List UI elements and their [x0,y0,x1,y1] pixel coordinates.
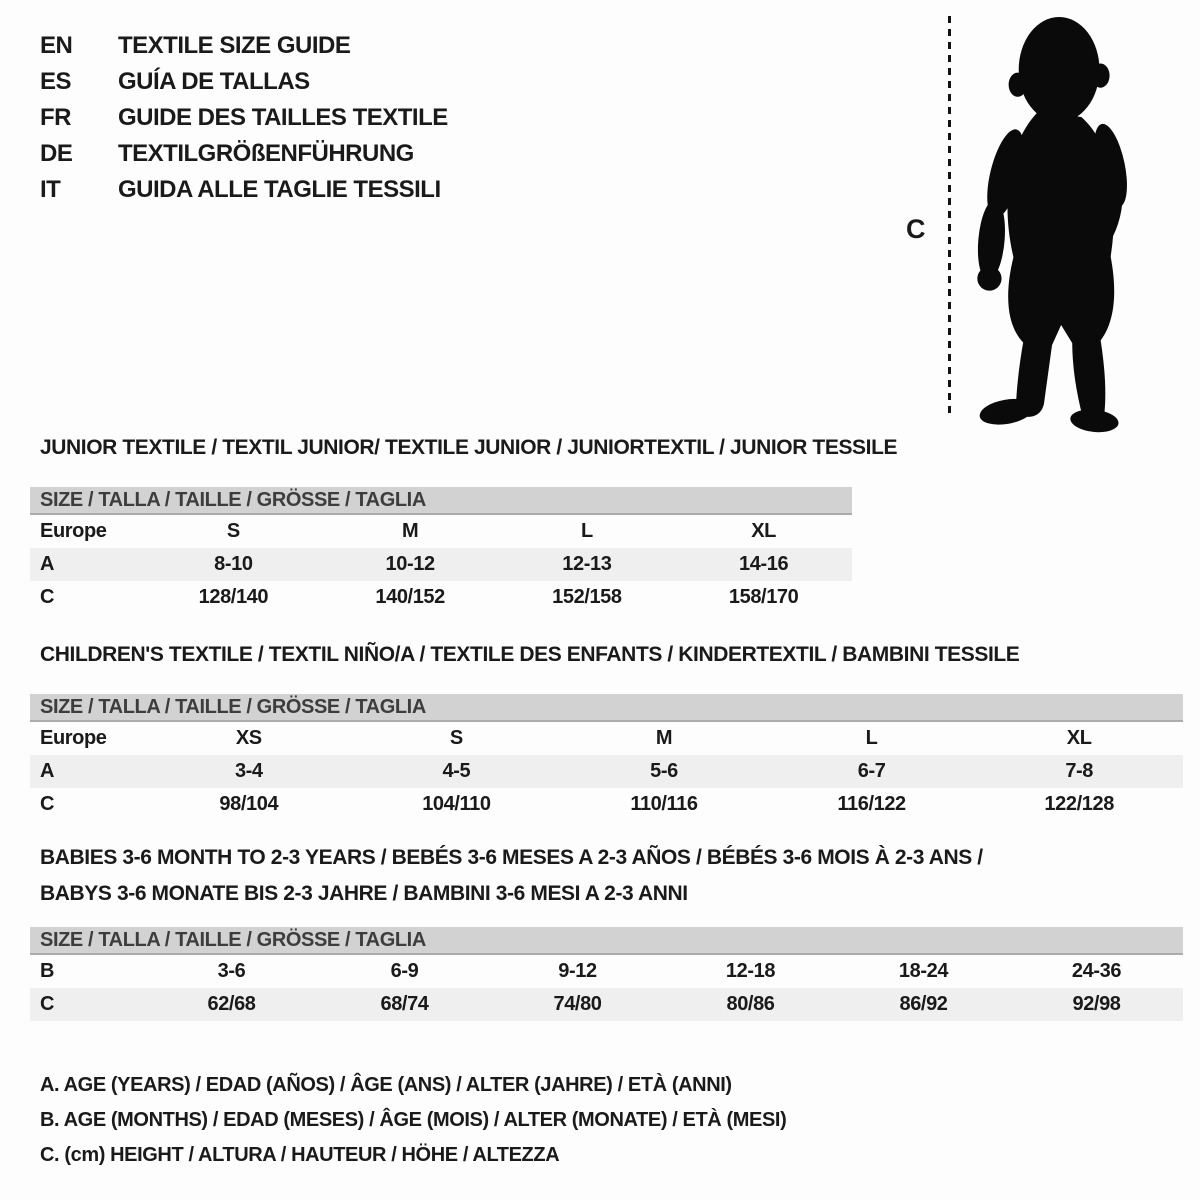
measurement-legend [40,1068,786,1173]
size-cell: S [226,520,240,542]
size-cell: 110/116 [630,793,698,815]
table-row [30,722,1183,755]
size-cell: 68/74 [380,993,429,1015]
size-cell: 18-24 [898,960,949,982]
guide-title: GUIDA ALLE TAGLIE TESSILI [118,176,441,203]
size-cell: 74/80 [553,993,602,1015]
table-row [30,955,1183,988]
size-cell: 140/152 [375,586,445,608]
children-section-heading: CHILDREN'S TEXTILE / TEXTIL NIÑO/A / TEXTILE DES ENFANTS / KINDERTEXTIL / BAMBINI TESSILE [40,643,1020,666]
row-label: B [40,960,55,982]
babies-section-heading [40,840,983,912]
language-code: EN [40,32,73,59]
size-cell: 12-13 [562,553,612,575]
size-cell: 116/122 [837,793,906,815]
size-cell: 9-12 [558,960,597,982]
babies-size-table [30,927,1183,1021]
language-row [40,136,448,172]
babies-heading-line1: BABIES 3-6 MONTH TO 2-3 YEARS / BEBÉS 3-6 MESES A 2-3 AÑOS / BÉBÉS 3-6 MOIS À 2-3 ANS / [40,846,983,869]
size-cell: XL [1066,727,1092,749]
size-cell: 128/140 [198,586,269,608]
size-cell: 98/104 [219,793,279,815]
guide-title: GUIDE DES TAILLES TEXTILE [118,104,448,131]
legend-line-a: A. AGE (YEARS) / EDAD (AÑOS) / ÂGE (ANS) / ALTER (JAHRE) / ETÀ (ANNI) [40,1074,732,1096]
junior-size-table [30,487,852,614]
size-cell: M [655,727,673,749]
size-cell: 12-18 [725,960,776,982]
size-cell: 3-6 [217,960,246,982]
size-cell: 158/170 [728,586,799,608]
language-row [40,100,448,136]
size-cell: 5-6 [650,760,678,782]
row-label: A [40,760,55,782]
table-row [30,548,852,581]
size-cell: XS [235,727,262,749]
size-cell: 24-36 [1071,960,1122,982]
language-row [40,28,448,64]
row-label: Europe [40,520,107,542]
table-row [30,581,852,614]
size-cell: 3-4 [234,760,263,782]
row-label: C [40,586,55,608]
size-cell: 122/128 [1044,793,1114,815]
size-cell: 6-7 [857,760,886,782]
size-cell: 14-16 [739,553,789,575]
language-row [40,64,448,100]
size-cell: M [401,520,419,542]
language-code: ES [40,68,72,95]
size-cell: 152/158 [552,586,622,608]
language-code: IT [40,176,61,203]
size-cell: 10-12 [385,553,435,575]
guide-title: TEXTILE SIZE GUIDE [118,32,351,59]
height-dashed-line [948,16,951,414]
size-cell: L [580,520,593,542]
size-cell: 6-9 [390,960,419,982]
guide-title: GUÍA DE TALLAS [118,68,310,95]
language-title-list [40,28,448,208]
language-row [40,172,448,208]
size-cell: 7-8 [1065,760,1094,782]
legend-line-c: C. (cm) HEIGHT / ALTURA / HAUTEUR / HÖHE / ALTEZZA [40,1144,560,1166]
size-table-header: SIZE / TALLA / TAILLE / GRÖSSE / TAGLIA [30,487,852,515]
size-cell: 104/110 [422,793,491,815]
toddler-silhouette-icon [958,12,1140,436]
row-label: Europe [40,727,107,749]
size-cell: L [865,727,878,749]
language-code: FR [40,104,71,131]
height-measure-label: C [906,214,926,244]
size-cell: 92/98 [1072,993,1121,1015]
size-cell: XL [751,520,776,542]
size-table-header: SIZE / TALLA / TAILLE / GRÖSSE / TAGLIA [30,694,1183,722]
children-size-table [30,694,1183,821]
language-code: DE [40,140,73,167]
size-table-header: SIZE / TALLA / TAILLE / GRÖSSE / TAGLIA [30,927,1183,955]
row-label: C [40,793,55,815]
table-row [30,988,1183,1021]
size-cell: 86/92 [899,993,948,1015]
size-cell: 8-10 [214,553,253,575]
legend-line-b: B. AGE (MONTHS) / EDAD (MESES) / ÂGE (MOIS) / ALTER (MONATE) / ETÀ (MESI) [40,1109,787,1131]
junior-section-heading: JUNIOR TEXTILE / TEXTIL JUNIOR/ TEXTILE JUNIOR / JUNIORTEXTIL / JUNIOR TESSILE [40,436,898,459]
size-cell: 62/68 [207,993,256,1015]
babies-heading-line2: BABYS 3-6 MONATE BIS 2-3 JAHRE / BAMBINI 3-6 MESI A 2-3 ANNI [40,882,688,905]
row-label: C [40,993,55,1015]
guide-title: TEXTILGRÖßENFÜHRUNG [118,140,414,167]
size-cell: 4-5 [442,760,471,782]
table-row [30,755,1183,788]
row-label: A [40,553,55,575]
table-row [30,788,1183,821]
size-cell: 80/86 [726,993,775,1015]
size-cell: S [449,727,463,749]
table-row [30,515,852,548]
